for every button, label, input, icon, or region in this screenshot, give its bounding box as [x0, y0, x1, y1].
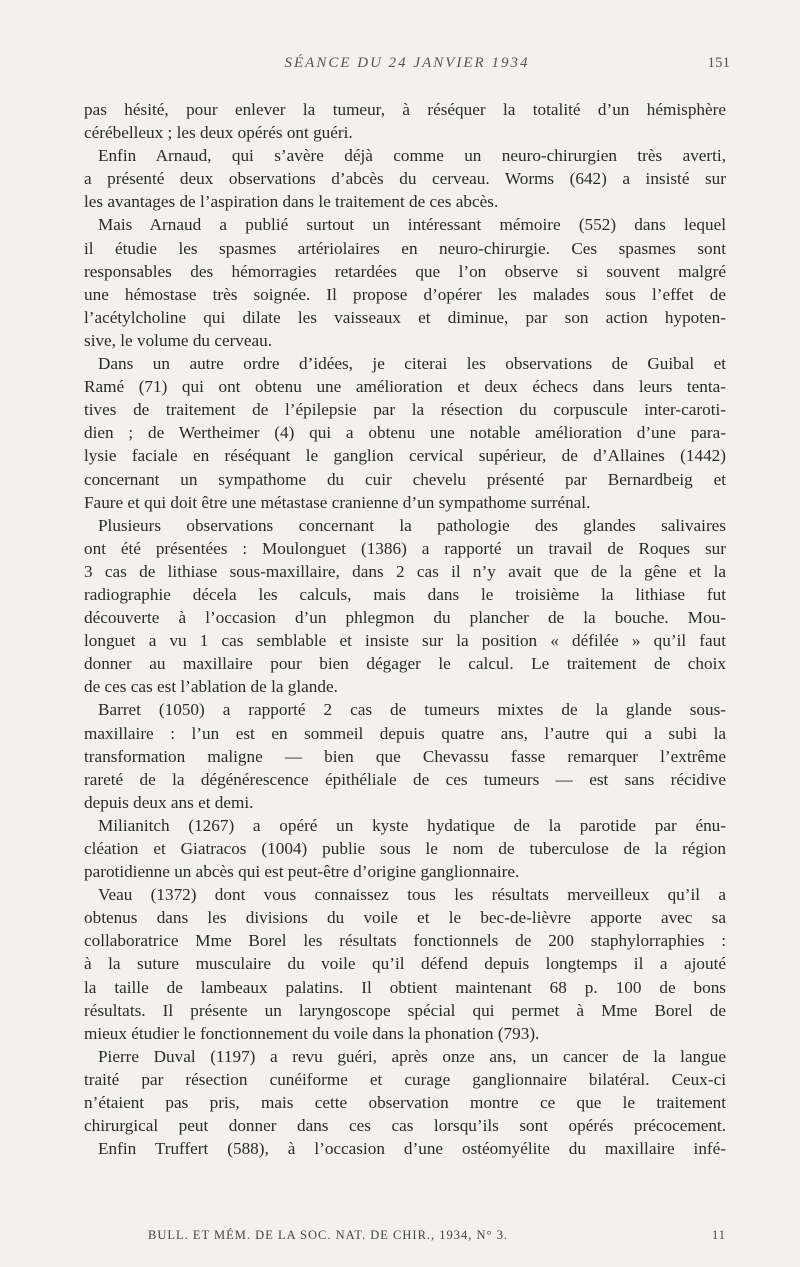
text-line: il étudie les spasmes artériolaires en neuro-chirurgie. Ces spasmes sont [84, 238, 726, 258]
text-line: maxillaire : l’un est en sommeil depuis quatre ans, l’autre qui a subi la [84, 723, 726, 743]
text-line: transformation maligne — bien que Chevassu fasse remarquer l’extrême [84, 746, 726, 766]
text-line: traité par résection cunéiforme et curage ganglionnaire bilatéral. Ceux-ci [84, 1069, 726, 1089]
body-text [84, 98, 726, 1160]
running-header [84, 55, 730, 79]
signature-mark: 11 [711, 1228, 726, 1242]
text-line: collaboratrice Mme Borel les résultats fonctionnels de 200 staphylorraphies : [84, 931, 726, 951]
text-line: Enfin Arnaud, qui s’avère déjà comme un neuro-chirurgien très averti, [98, 146, 726, 166]
text-line: dien ; de Wertheimer (4) qui a obtenu une notable amélioration d’une para- [84, 423, 726, 443]
running-title: SÉANCE DU 24 JANVIER 1934 [284, 55, 530, 71]
text-line: Veau (1372) dont vous connaissez tous les résultats merveilleux qu’il a [98, 885, 726, 905]
text-line: tives de traitement de l’épilepsie par la résection du corpuscule inter-caroti- [84, 400, 726, 420]
text-line: obtenus dans les divisions du voile et le bec-de-lièvre apporte avec sa [84, 908, 726, 928]
text-line: la taille de lambeaux palatins. Il obtient maintenant 68 p. 100 de bons [84, 977, 726, 997]
text-line: Mais Arnaud a publié surtout un intéressant mémoire (552) dans lequel [98, 215, 726, 235]
text-line: à la suture musculaire du voile qu’il défend depuis longtemps il a ajouté [84, 954, 726, 974]
text-line: ont été présentées : Moulonguet (1386) a rapporté un travail de Roques sur [84, 538, 726, 558]
text-line: l’acétylcholine qui dilate les vaisseaux et diminue, par son action hypoten- [84, 307, 726, 327]
text-line: chirurgical peut donner dans ces cas lorsqu’ils sont opérés précocement. [84, 1116, 726, 1136]
text-line: les avantages de l’aspiration dans le traitement de ces abcès. [84, 192, 499, 212]
text-line: n’étaient pas pris, mais cette observation montre ce que le traitement [84, 1093, 726, 1113]
text-line: Barret (1050) a rapporté 2 cas de tumeurs mixtes de la glande sous- [98, 700, 726, 720]
text-line: Dans un autre ordre d’idées, je citerai les observations de Guibal et [98, 354, 726, 374]
text-line: a présenté deux observations d’abcès du cerveau. Worms (642) a insisté sur [84, 169, 726, 189]
text-line: cérébelleux ; les deux opérés ont guéri. [84, 123, 353, 143]
text-line: Plusieurs observations concernant la pathologie des glandes salivaires [98, 515, 726, 535]
text-line: découverte à l’occasion d’un phlegmon du plancher de la bouche. Mou- [84, 608, 726, 628]
text-line: rareté de la dégénérescence épithéliale de ces tumeurs — est sans récidive [84, 769, 726, 789]
page-number: 151 [707, 55, 730, 71]
text-line: cléation et Giatracos (1004) publie sous le nom de tuberculose de la région [84, 839, 726, 858]
text-line: parotidienne un abcès qui est peut-être d’origine ganglionnaire. [84, 862, 520, 882]
text-line: Faure et qui doit être une métastase cranienne d’un sympathome surrénal. [84, 492, 591, 512]
text-line: Enfin Truffert (588), à l’occasion d’une ostéomyélite du maxillaire infé- [98, 1139, 726, 1159]
text-line: longuet a vu 1 cas semblable et insiste sur la position « défilée » qu’il faut [84, 631, 726, 651]
text-line: pas hésité, pour enlever la tumeur, à réséquer la totalité d’un hémisphère [84, 100, 726, 119]
text-line: Milianitch (1267) a opéré un kyste hydatique de la parotide par énu- [98, 815, 726, 835]
text-line: radiographie décela les calculs, mais dans le troisième la lithiase fut [84, 584, 726, 604]
text-line: donner au maxillaire pour bien dégager le calcul. Le traitement de choix [84, 654, 726, 674]
text-line: lysie faciale en réséquant le ganglion cervical supérieur, de d’Allaines (1442) [84, 446, 726, 466]
text-line: sive, le volume du cerveau. [84, 330, 273, 350]
text-line: responsables des hémorragies retardées que l’on observe si souvent malgré [84, 261, 726, 281]
journal-reference: BULL. ET MÉM. DE LA SOC. NAT. DE CHIR., 1934, N° 3. [148, 1228, 509, 1242]
text-line: depuis deux ans et demi. [84, 792, 254, 812]
text-line: Pierre Duval (1197) a revu guéri, après onze ans, un cancer de la langue [98, 1046, 726, 1066]
text-line: 3 cas de lithiase sous-maxillaire, dans 2 cas il n’y avait que de la gêne et la [84, 561, 726, 581]
text-line: Ramé (71) qui ont obtenu une amélioration et deux échecs dans leurs tenta- [84, 377, 726, 397]
text-line: résultats. Il présente un laryngoscope spécial qui permet à Mme Borel de [84, 1000, 726, 1020]
text-line: de ces cas est l’ablation de la glande. [84, 677, 338, 697]
text-line: concernant un sympathome du cuir chevelu présenté par Bernardbeig et [84, 469, 726, 489]
text-line: une hémostase très soignée. Il propose d’opérer les malades sous l’effet de [84, 284, 726, 304]
text-line: mieux étudier le fonctionnement du voile dans la phonation (793). [84, 1023, 540, 1043]
